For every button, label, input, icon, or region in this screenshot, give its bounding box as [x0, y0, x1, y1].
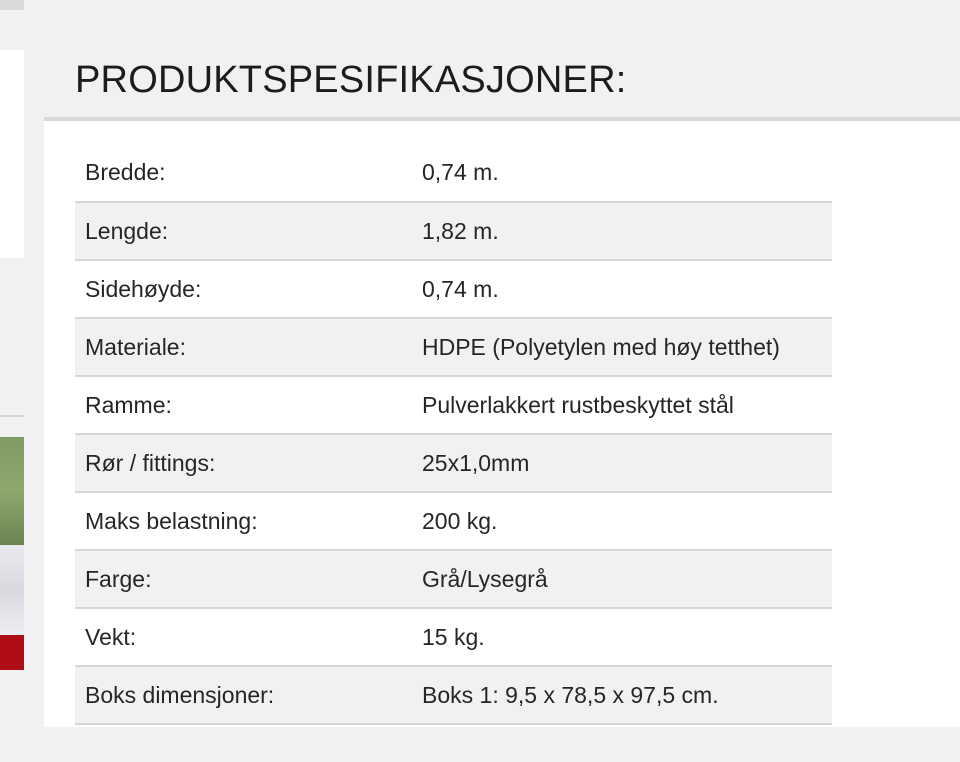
spec-label: Bredde:: [85, 159, 166, 185]
spec-label: Ramme:: [75, 376, 412, 434]
specifications-title: PRODUKTSPESIFIKASJONER:: [75, 59, 627, 101]
spec-label: Rør / fittings:: [75, 434, 412, 492]
spec-value: 0,74 m.: [422, 159, 499, 185]
spec-row-side-height: [75, 260, 832, 318]
spec-row-max-load: [75, 492, 832, 550]
left-edge-card: [0, 50, 24, 258]
spec-label: Sidehøyde:: [75, 260, 412, 318]
spec-row-box-dimensions: [75, 666, 832, 724]
spec-value: 1,82 m.: [412, 202, 832, 260]
spec-row-width: [75, 144, 832, 202]
spec-value: 200 kg.: [412, 492, 832, 550]
image-grass-area: [0, 437, 24, 545]
spec-label: Boks dimensjoner:: [75, 666, 412, 724]
spec-row-length: [75, 202, 832, 260]
spec-label: Lengde:: [75, 202, 412, 260]
spec-row-weight: [75, 608, 832, 666]
image-red-area: [0, 635, 24, 670]
image-light-area: [0, 545, 24, 635]
spec-label: Farge:: [75, 550, 412, 608]
spec-row-color: [75, 550, 832, 608]
spec-row-frame: [75, 376, 832, 434]
spec-value: 15 kg.: [412, 608, 832, 666]
spec-value: Pulverlakkert rustbeskyttet stål: [412, 376, 832, 434]
spec-row-material: [75, 318, 832, 376]
left-edge-product-image[interactable]: [0, 437, 24, 670]
product-specifications-panel: [44, 37, 960, 727]
spec-value: 0,74 m.: [412, 260, 832, 318]
spec-value: HDPE (Polyetylen med høy tetthet): [412, 318, 832, 376]
left-edge-sliver: [0, 0, 24, 10]
spec-value: Boks 1: 9,5 x 78,5 x 97,5 cm.: [412, 666, 832, 724]
spec-label: Maks belastning:: [75, 492, 412, 550]
spec-value: Grå/Lysegrå: [412, 550, 832, 608]
spec-row-tubes-fittings: [75, 434, 832, 492]
left-edge-divider: [0, 415, 24, 417]
spec-label: Materiale:: [75, 318, 412, 376]
spec-value: 25x1,0mm: [412, 434, 832, 492]
spec-label: Vekt:: [75, 608, 412, 666]
specifications-table: [75, 144, 832, 725]
specifications-header: [44, 37, 960, 121]
